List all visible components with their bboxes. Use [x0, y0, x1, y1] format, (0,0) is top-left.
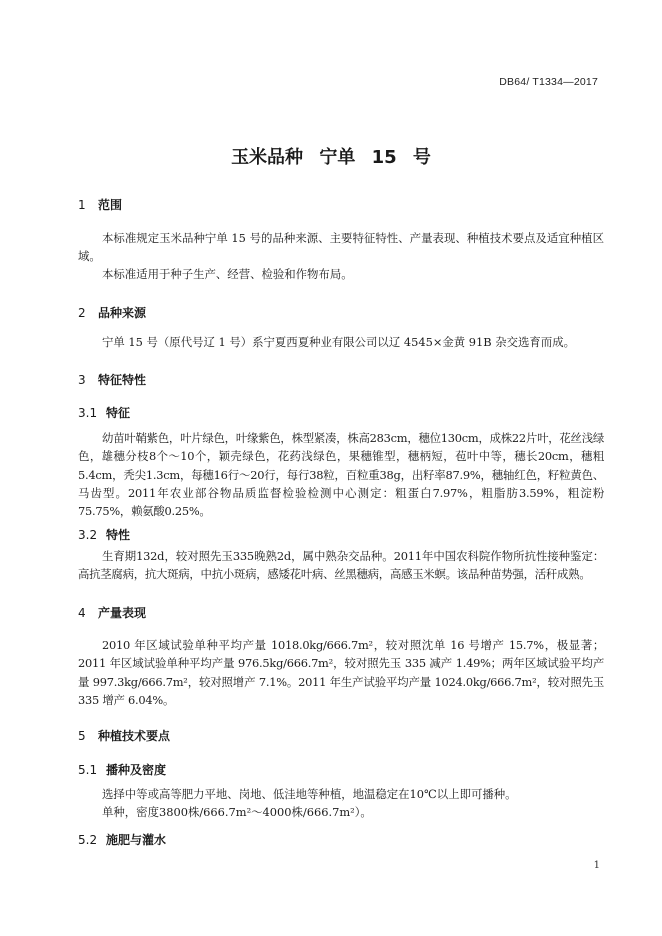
section-number: 5: [78, 729, 86, 743]
subsection-title: 播种及密度: [106, 763, 167, 777]
paragraph-sowing-1: 选择中等或高等肥力平地、岗地、低洼地等种植，地温稳定在10℃以上即可播种。: [102, 787, 517, 801]
section-number: 1: [78, 198, 86, 212]
subsection-number: 3.2: [78, 528, 98, 542]
section-title: 产量表现: [98, 606, 147, 620]
subsection-heading-features: [78, 404, 130, 421]
section-heading-cultivation: [78, 727, 170, 744]
section-number: 2: [78, 306, 86, 320]
standard-code: DB64/ T1334—2017: [499, 76, 598, 88]
paragraph-scope-2: 本标准适用于种子生产、经营、检验和作物布局。: [102, 267, 353, 281]
subsection-heading-sowing: [78, 761, 166, 778]
paragraph-characteristics: 生育期132d，较对照先玉335晚熟2d，属中熟杂交品种。2011年中国农科院作物所抗性接种鉴定：高抗茎腐病，抗大斑病，中抗小斑病，感矮花叶病、丝黑穗病，高感玉米螟。该品种苗势强，活秆成熟。: [78, 549, 604, 582]
subsection-title: 施肥与灌水: [106, 833, 167, 847]
subsection-title: 特性: [106, 528, 131, 542]
subsection-number: 5.1: [78, 763, 98, 777]
subsection-number: 5.2: [78, 833, 98, 847]
section-title: 范围: [98, 198, 123, 212]
section-title: 特征特性: [98, 373, 147, 387]
subsection-heading-characteristics: [78, 526, 130, 543]
paragraph-sowing-2: 单种，密度3800株/666.7m²～4000株/666.7m²）。: [102, 805, 372, 819]
page-title: 玉米品种 宁单 15 号: [231, 147, 431, 168]
paragraph-yield: 2010 年区域试验单种平均产量 1018.0kg/666.7m²，较对照沈单 16 号增产 15.7%，极显著；2011 年区域试验单种平均产量 976.5kg/666.7m²，较对照先玉 335 减产 1.49%；两年区域试验平均产量 997.3kg/666.7m²，较对照增产 7.1%。2011 年生产试验平均产量 1024.0kg/666.7m²，较对照先玉 335 增产 6.04%。: [78, 638, 604, 707]
section-heading-scope: [78, 196, 122, 213]
paragraph-features: 幼苗叶鞘紫色，叶片绿色，叶缘紫色，株型紧凑，株高283cm，穗位130cm，成株22片叶，花丝浅绿色，雄穗分枝8个～10个，颖壳绿色，花药浅绿色，果穗锥型，穗柄短，苞叶中等，穗长20cm，穗粗5.4cm，秃尖1.3cm，每穗16行～20行，每行38粒，百粒重38g，出籽率87.9%，穗轴红色，籽粒黄色、马齿型。2011年农业部谷物品质监督检验检测中心测定：粗蛋白7.97%，粗脂肪3.59%，粗淀粉75.75%，赖氨酸0.25%。: [78, 431, 604, 519]
subsection-title: 特征: [106, 406, 131, 420]
section-heading-source: [78, 304, 146, 321]
section-heading-yield: [78, 604, 146, 621]
subsection-heading-fertilize: [78, 831, 166, 848]
section-title: 种植技术要点: [98, 729, 171, 743]
page-number: 1: [593, 860, 600, 871]
section-number: 4: [78, 606, 86, 620]
section-heading-traits: [78, 371, 146, 388]
subsection-number: 3.1: [78, 406, 98, 420]
section-title: 品种来源: [98, 306, 147, 320]
paragraph-source: 宁单 15 号（原代号辽 1 号）系宁夏西夏种业有限公司以辽 4545×金黄 91B 杂交选育而成。: [102, 335, 575, 349]
paragraph-scope-1: 本标准规定玉米品种宁单 15 号的品种来源、主要特征特性、产量表现、种植技术要点及适宜种植区域。: [78, 231, 604, 264]
section-number: 3: [78, 373, 86, 387]
